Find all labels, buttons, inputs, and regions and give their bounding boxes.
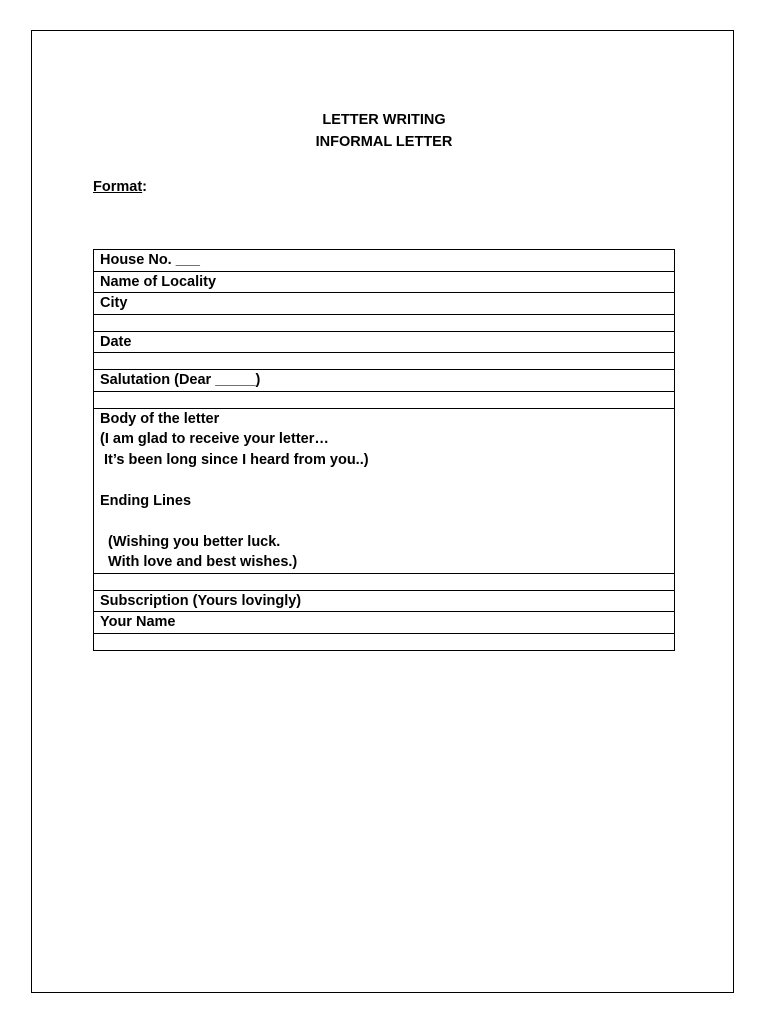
format-label-text: Format	[93, 179, 143, 195]
letter-format-table	[93, 249, 675, 651]
table-row	[94, 590, 675, 612]
body-of-letter-cell: Body of the letter (I am glad to receive your letter… It’s been long since I heard from you..) Ending Lines (Wishing you better luck. With love and best wishes.)	[94, 408, 675, 573]
table-row	[94, 573, 675, 590]
table-row	[94, 612, 675, 634]
table-row	[94, 250, 675, 272]
date-cell: Date	[94, 331, 675, 353]
blank-cell	[94, 391, 675, 408]
your-name-cell: Your Name	[94, 612, 675, 634]
format-label	[93, 179, 147, 195]
table-row	[94, 271, 675, 293]
blank-cell	[94, 633, 675, 650]
salutation-cell: Salutation (Dear _____)	[94, 370, 675, 392]
blank-cell	[94, 314, 675, 331]
document-title: LETTER WRITING	[322, 112, 446, 128]
table-row	[94, 408, 675, 573]
table-row	[94, 633, 675, 650]
table-row	[94, 314, 675, 331]
subscription-cell: Subscription (Yours lovingly)	[94, 590, 675, 612]
city-cell: City	[94, 293, 675, 315]
table-row	[94, 293, 675, 315]
table-row	[94, 370, 675, 392]
table-row	[94, 391, 675, 408]
locality-cell: Name of Locality	[94, 271, 675, 293]
document-subtitle: INFORMAL LETTER	[315, 134, 453, 150]
house-number-cell: House No. ___	[94, 250, 675, 272]
format-label-colon: :	[142, 179, 147, 195]
table-row	[94, 353, 675, 370]
blank-cell	[94, 353, 675, 370]
table-row	[94, 331, 675, 353]
blank-cell	[94, 573, 675, 590]
